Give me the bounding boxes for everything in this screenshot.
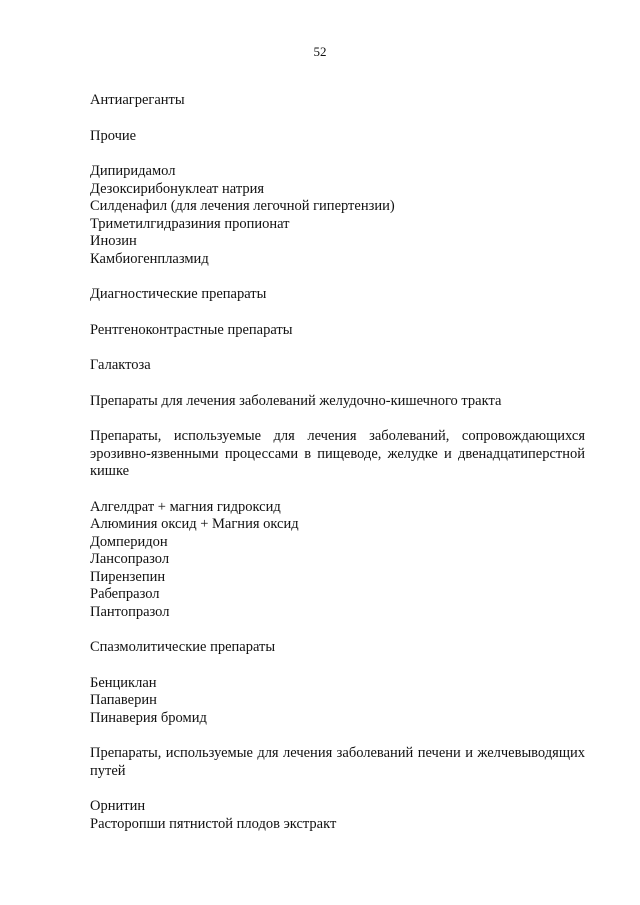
list-item: Орнитин xyxy=(90,798,146,814)
list-item: Дипиридамол xyxy=(90,163,176,179)
list-item: Рабепразол xyxy=(90,586,160,602)
item-galactose: Галактоза xyxy=(90,357,151,373)
heading-ulcer: Препараты, используемые для лечения заболеваний, сопровождающихся эрозивно-язвенными процессами в пищеводе, желудке и двенадцатиперстной кишке xyxy=(90,428,585,479)
list-item: Дезоксирибонуклеат натрия xyxy=(90,180,265,197)
list-item: Пинаверия бромид xyxy=(90,709,207,726)
list-item: Камбиогенплазмид xyxy=(90,250,209,267)
list-item: Пирензепин xyxy=(90,568,166,585)
list-item: Расторопши пятнистой плодов экстракт xyxy=(90,815,337,832)
heading-spasmolytic: Спазмолитические препараты xyxy=(90,639,276,655)
list-item: Алгелдрат + магния гидроксид xyxy=(90,498,281,515)
list-liver xyxy=(90,798,585,833)
heading-radiocontrast: Рентгеноконтрастные препараты xyxy=(90,321,293,338)
list-item: Папаверин xyxy=(90,692,157,708)
list-item: Алюминия оксид + Магния оксид xyxy=(90,516,299,532)
document-body xyxy=(90,92,585,833)
heading-gi: Препараты для лечения заболеваний желудочно-кишечного тракта xyxy=(90,392,502,409)
heading-antiaggregants: Антиагреганты xyxy=(90,92,185,108)
list-spasmolytic xyxy=(90,675,585,728)
list-item: Триметилгидразиния пропионат xyxy=(90,215,290,232)
list-ulcer xyxy=(90,499,585,622)
page-number: 52 xyxy=(313,44,327,59)
heading-liver: Препараты, используемые для лечения заболеваний печени и желчевыводящих путей xyxy=(90,745,585,779)
heading-other: Прочие xyxy=(90,127,137,144)
list-item: Лансопразол xyxy=(90,551,170,567)
list-item: Домперидон xyxy=(90,533,168,550)
list-other xyxy=(90,163,585,268)
list-item: Силденафил (для лечения легочной гипертензии) xyxy=(90,198,395,214)
list-item: Пантопразол xyxy=(90,603,170,620)
heading-diagnostic: Диагностические препараты xyxy=(90,286,267,302)
list-item: Инозин xyxy=(90,233,137,249)
list-item: Бенциклан xyxy=(90,674,157,691)
